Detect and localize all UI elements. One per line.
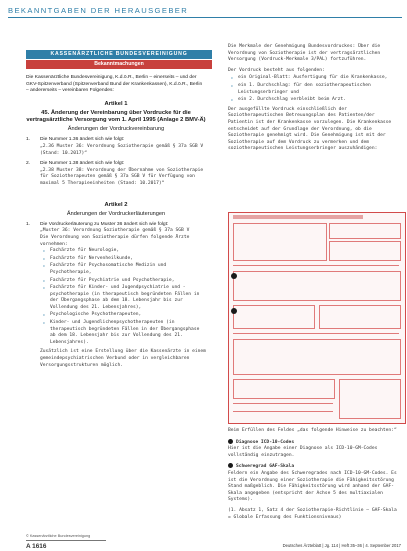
form-field-signature [339, 379, 401, 419]
list-item: ▸ Psychologische Psychotherapeuten, [50, 312, 206, 319]
form-field [233, 379, 335, 399]
form-field-gaf [233, 305, 315, 329]
list-item: 2. Die Nummer 1.38 ändert sich wie folgt: „2.38 Muster 38: Verordnung der Übernahme von Soziotherapie für Soziotherapeuten gemäß § 37a SGB V für Verfügung von maximal 5 Therapieeinheiten (Stand: 10.2017)“ [26, 161, 204, 186]
note-paragraph-2: Feldern ein Angabe des Schweregrades nach ICD-10-GM-Codes. Es ist die Verordnung einer Soziotherapie die Fähigkeitsstörung Stand maßgeblich. Die Fähigkeitsstörung wird anhand der GAF-Skala angegeben (entspricht der Achse 5 des multiaxialen Systems). [228, 470, 397, 503]
note-heading-1: Diagnose ICD-10-Codes [236, 439, 295, 445]
left-column [26, 75, 206, 373]
list-item: 1. Die Nummer 1.36 ändert sich wie folgt: „2.36 Muster 36: Verordnung Soziotherapie gemäß § 37a SGB V (Stand: 10.2017)“ [26, 137, 204, 156]
closing-paragraph: Zusätzlich ist eine Erstellung über die Kassenärzte in einem gemeindepsychiatrischen Verbund oder in vergleichbaren Versorgungsstrukturen möglich. [40, 349, 206, 368]
list-item: ▸ ein 1. Durchschlag: für den soziotherapeutischen Leistungserbringer und [238, 83, 393, 96]
form-rule [233, 265, 399, 266]
form-header-strip [233, 215, 363, 219]
article2-subtitle: Änderungen der Vordruckerläuterungen [66, 210, 166, 217]
tag-banner: Bekanntmachungen [26, 60, 212, 69]
copies-list [228, 75, 393, 103]
list-item: 1. Die Vordruckerläuterung zu Muster 36 ändert sich wie folgt: „Muster 36: Verordnung Soziotherapie gemäß § 37a SGB V Die Verordnung von Soziotherapie dürfen folgende Ärzte vornehmen: ▸ Fachärzte für Neurologie, ▸ Fachärzte für Nervenheilkunde, ▸ Fachärzte für Psychosomatische Medizin und Psychotherapie, ▸ Fachärzte für Psychiatrie und Psychotherapie, ▸ Fachärzte für Kinder- und Jugendpsychiatrie und -psychotherapie (in therapeutisch begründeten Fällen in der Übergangsphase ab dem 18. Lebensjahr bis zur Vollendung des 21. Lebensjahres), ▸ Psychologische Psychotherapeuten, ▸ Kinder- und Jugendlichenpsychotherapeuten (in therapeutisch begründeten Fällen in der Übergangsphase ab dem 18. Lebensjahr bis zur Vollendung des 21. Lebensjahres). Zusätzlich ist eine Erstellung über die Kassenärzte in einem gemeindepsychiatrischen Verbund oder in vergleichbaren Versorgungsstrukturen möglich. [26, 222, 206, 369]
footnote-rule [26, 540, 106, 541]
form-notes [228, 428, 398, 525]
marker-2-icon [231, 308, 237, 314]
note-paragraph-1: Hier ist die Angabe einer Diagnose als ICD-10-GM-Codes vollständig einzutragen. [228, 446, 378, 458]
list-item: ▸ ein 2. Durchschlag verbleibt beim Arzt. [238, 97, 393, 104]
right-intro: Die Merkmale der Genehmigung Bundesvordruckes: Über die Verordnung von Soziotherapie ist der vertragsärztlichen Versorgung (Vordruck-Merkmale 3/PAL) fortzuführen. [228, 44, 381, 63]
right-column [228, 44, 393, 157]
list-item: ▸ Kinder- und Jugendlichenpsychotherapeuten (in therapeutisch begründeten Fällen in der Übergangsphase ab dem 18. Lebensjahr bis zur Vollendung des 21. Lebensjahres). [50, 320, 206, 346]
article1-subtitle2: Änderungen der Vordruckvereinbarung [67, 126, 165, 133]
list-item: ▸ Fachärzte für Nervenheilkunde, [50, 256, 206, 263]
form-field-diagnosis [233, 271, 401, 301]
list-item: ▸ ein Original-Blatt: Ausfertigung für die Krankenkasse, [238, 75, 393, 82]
form-field-goals [233, 339, 401, 375]
journal-footer: Deutsches Ärzteblatt | Jg. 114 | Heft 35–36 | 4. September 2017 [282, 543, 401, 548]
article1-title: Artikel 1 [104, 100, 128, 107]
note-paragraph-3: (1. Absatz 1, Satz 4 der Soziotherapie-Richtlinie – GAF-Skala = Globale Erfassung des Funktionsniveaus) [228, 507, 397, 520]
footnote: © Kassenärztliche Bundesvereinigung [26, 534, 91, 538]
intro-paragraph: Die Kassenärztliche Bundesvereinigung, K.d.ö.R., Berlin – einerseits – und der GKV-Spitzenverband (Spitzenverband Bund der Krankenkassen), K.d.ö.R., Berlin – andererseits – vereinbaren Folgendes: [26, 75, 203, 94]
header-rule [8, 17, 402, 18]
form-rule [233, 411, 333, 412]
marker-2-icon [228, 463, 233, 468]
form-thumbnail [228, 212, 406, 424]
page-number: A 1616 [26, 543, 47, 550]
marker-1-icon [228, 439, 233, 444]
marker-1-icon [231, 273, 237, 279]
right-paragraph: Der ausgefüllte Vordruck einschließlich der Soziotherapeutischen Betreuungsplan des Patienten/der Patientin ist der Krankenkasse vorzulegen. Die Krankenkasse entscheidet auf der Grundlage der Verordnung, ob die Soziotherapie genehmigt wird. Die Genehmigung ist mit der Soziotherapie auf dem Vordruck zu vermerken und dem soziotherapeutischen Leistungserbringer auszuhändigen: [228, 106, 392, 152]
article2-title: Artikel 2 [104, 201, 128, 208]
physician-list [40, 248, 206, 346]
form-field [329, 241, 401, 261]
list-item: ▸ Fachärzte für Neurologie, [50, 248, 206, 255]
form-field [329, 223, 401, 239]
note-heading-2: Schweregrad GAF-Skala [236, 464, 295, 470]
form-rule [233, 403, 333, 404]
list-item: ▸ Fachärzte für Psychiatrie und Psychotherapie, [50, 278, 206, 285]
form-field [319, 305, 401, 329]
form-rule [233, 333, 399, 334]
list-heading: Der Vordruck besteht aus folgenden: [228, 67, 325, 73]
list-item: ▸ Fachärzte für Psychosomatische Medizin und Psychotherapie, [50, 263, 206, 276]
after-form-text: Beim Erfüllen des Feldes „das folgende Hinweise zu beachten:“ [228, 428, 397, 433]
section-title: BEKANNTGABEN DER HERAUSGEBER [8, 6, 189, 15]
org-banner: KASSENÄRZTLICHE BUNDESVEREINIGUNG [26, 50, 212, 59]
article1-subtitle: 45. Änderung der Vereinbarung über Vordrucke für die vertragsärztliche Versorgung vom 1. April 1995 (Anlage 2 BMV-Ä) [26, 109, 206, 124]
list-item: ▸ Fachärzte für Kinder- und Jugendpsychiatrie und -psychotherapie (in therapeutisch begründeten Fällen in der Übergangsphase ab dem 18. Lebensjahr bis zur Vollendung des 21. Lebensjahres), [50, 285, 206, 311]
form-field-patient [233, 223, 327, 261]
